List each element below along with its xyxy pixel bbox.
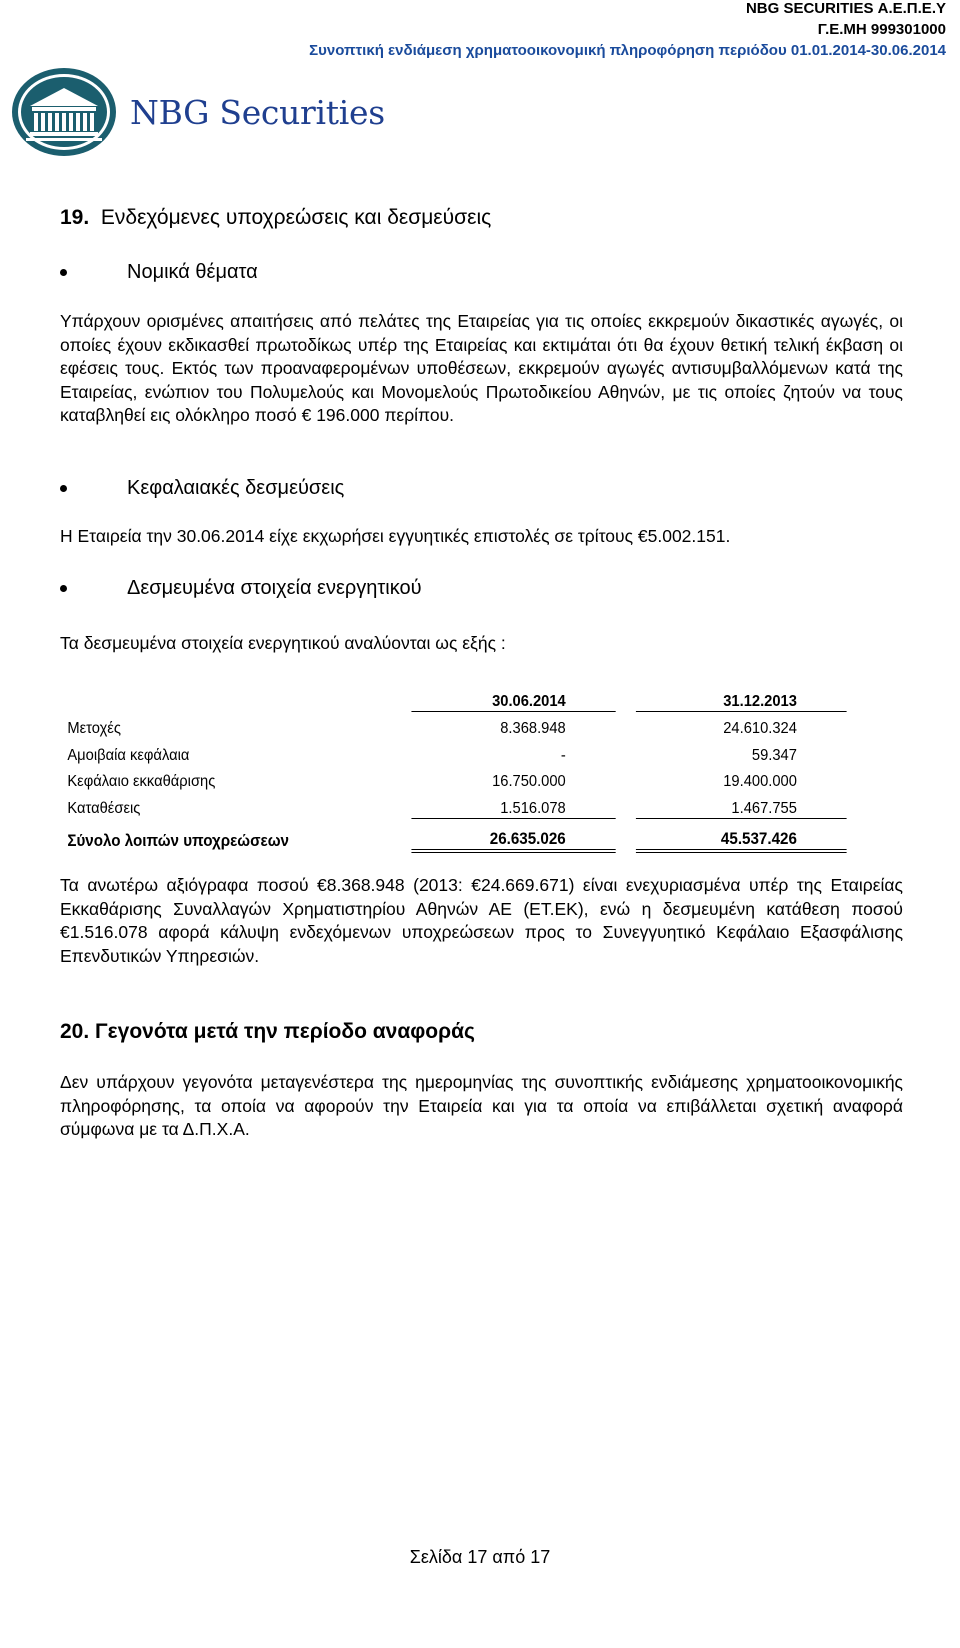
total-value-2014: 26.635.026 xyxy=(411,818,615,851)
section-20-number: 20. xyxy=(60,1020,90,1043)
header-gemi: Γ.Ε.ΜΗ 999301000 xyxy=(817,21,946,38)
section-20-heading: Γεγονότα μετά την περίοδο αναφοράς xyxy=(95,1020,475,1043)
company-logo xyxy=(10,66,385,158)
section-20-title xyxy=(60,1020,475,1044)
bullet-icon xyxy=(60,269,67,276)
bullet-icon xyxy=(60,585,67,592)
row-value-2013: 1.467.755 xyxy=(731,799,797,817)
pledged-assets-note: Τα ανωτέρω αξιόγραφα ποσού €8.368.948 (2013: €24.669.671) είναι ενεχυριασμένα υπέρ της Εταιρείας Εκκαθάρισης Συναλλαγών Χρηματιστηρίου Αθηνών ΑΕ (ΕΤ.ΕΚ), ενώ η δεσμευμένη κατάθεση ποσού €1.516.078 αφορά κάλυψη ενδεχόμενων υποχρεώσεων προς το Συνεγγυητικό Κεφάλαιο Εξασφάλισης Επενδυτικών Υπηρεσιών. xyxy=(60,875,903,966)
header-company: NBG SECURITIES Α.Ε.Π.Ε.Υ xyxy=(745,0,946,17)
pledged-assets-heading xyxy=(60,574,422,602)
table-header-row xyxy=(60,684,847,711)
legal-matters-label: Νομικά θέματα xyxy=(127,260,258,283)
row-label: Αμοιβαία κεφάλαια xyxy=(67,746,190,764)
section-20-text: Δεν υπάρχουν γεγονότα μεταγενέστερα της ημερομηνίας της συνοπτικής ενδιάμεσης χρηματοοικονομικής πληροφόρησης, τα οποία να αφορούν την Εταιρεία και για τα οποία να επιβάλλεται σχετική αναφορά σύμφωνα με τα Δ.Π.Χ.Α. xyxy=(60,1072,903,1140)
bullet-icon xyxy=(60,485,67,492)
table-row xyxy=(60,765,847,792)
total-value-2013: 45.537.426 xyxy=(636,818,847,851)
row-value-2014: - xyxy=(560,746,566,764)
column-header-2013: 31.12.2013 xyxy=(636,684,847,711)
table-row xyxy=(60,738,847,765)
logo-text: NBG Securities xyxy=(130,92,385,132)
bank-building-logo-icon xyxy=(10,66,118,158)
row-value-2013: 59.347 xyxy=(751,746,797,764)
column-header-2014: 30.06.2014 xyxy=(411,684,615,711)
row-label: Καταθέσεις xyxy=(67,800,141,817)
section-19-title xyxy=(60,206,491,230)
legal-matters-heading xyxy=(60,258,258,286)
row-label: Κεφάλαιο εκκαθάρισης xyxy=(67,773,216,790)
section-19-number: 19. xyxy=(60,206,90,229)
capital-commitments-text: Η Εταιρεία την 30.06.2014 είχε εκχωρήσει εγγυητικές επιστολές σε τρίτους €5.002.151. xyxy=(60,526,731,546)
row-value-2013: 24.610.324 xyxy=(723,720,797,737)
capital-commitments-label: Κεφαλαιακές δεσμεύσεις xyxy=(127,476,345,499)
table-row xyxy=(60,711,847,738)
legal-matters-text: Υπάρχουν ορισμένες απαιτήσεις από πελάτες της Εταιρείας για τις οποίες εκκρεμούν δικαστικές αγωγές, οι οποίες έχουν εκδικασθεί πρωτοδίκως υπέρ της Εταιρείας και εκτιμάται ότι θα έχουν θετική τελική έκβαση οι εφέσεις τους. Εκτός των προαναφερομένων υποθέσεων, εκκρεμούν αγωγές αντισυμβαλλόμενων κατά της Εταιρείας, ενώπιον του Πολυμελούς και Μονομελούς Πρωτοδικείου Αθηνών, με τις οποίες ζητούν να τους καταβληθεί εις ολόκληρο ποσό € 196.000 περίπου. xyxy=(60,311,903,426)
pledged-assets-label: Δεσμευμένα στοιχεία ενεργητικού xyxy=(127,576,422,599)
row-value-2014: 1.516.078 xyxy=(500,799,566,817)
pledged-assets-intro: Τα δεσμευμένα στοιχεία ενεργητικού αναλύονται ως εξής : xyxy=(60,633,506,653)
total-label: Σύνολο λοιπών υποχρεώσεων xyxy=(67,831,289,850)
section-19-heading: Ενδεχόμενες υποχρεώσεις και δεσμεύσεις xyxy=(100,206,492,229)
table-total-row xyxy=(60,818,847,851)
page-header xyxy=(309,0,946,61)
row-value-2013: 19.400.000 xyxy=(723,773,797,790)
page-footer: Σελίδα 17 από 17 xyxy=(409,1547,551,1567)
table-row xyxy=(60,791,847,818)
row-value-2014: 16.750.000 xyxy=(492,773,566,790)
row-value-2014: 8.368.948 xyxy=(500,720,566,737)
row-label: Μετοχές xyxy=(67,720,121,737)
capital-commitments-heading xyxy=(60,474,344,502)
header-report-title: Συνοπτική ενδιάμεση χρηματοοικονομική πληροφόρηση περιόδου 01.01.2014-30.06.2014 xyxy=(309,42,946,59)
pledged-assets-table xyxy=(60,684,847,853)
